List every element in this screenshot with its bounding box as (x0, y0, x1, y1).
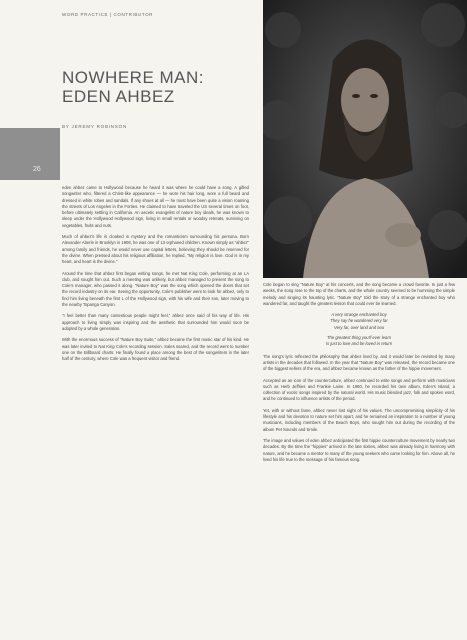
paragraph: Yet, with or without fame, ahbez never lost sight of his values. The uncompromising simplicity of his lifestyle and his devotion to nature set him apart, and he remained an inspiration to a number of young musicians, including members of the Beach Boys, who sought him out during the recording of the album Pet Sounds and Smile. (263, 407, 455, 432)
lyric-line: Is just to love and be loved in return (325, 341, 393, 347)
paragraph: The image and values of eden ahbez anticipated the first hippie counterculture movement by nearly two decades. By the time the "hippies" arrived in the late sixties, ahbez was already living in harmony with nature, and he became a mentor to many of the young seekers who came looking for him. Above all, he lived his life true to the message of his famous song. (263, 437, 455, 462)
paragraph: The song's lyric reflected the philosophy that ahbez lived by, and it would later be revisited by many artists in the decades that followed. In the year that "Nature Boy" was released, the record became one of the biggest sellers of the era, and ahbez became known as the father of the hippie movement. (263, 353, 455, 372)
lyric-line: A very strange enchanted boy (331, 312, 387, 318)
lyric-line: The greatest thing you'll ever learn (326, 335, 392, 341)
lyric-line: They say he wandered very far (330, 318, 388, 324)
left-column (62, 185, 249, 367)
paragraph: Around the time that ahbez first began writing songs, he met Nat King Cole, performing at an LA club, and sought him out. Such a meeting was unlikely, but ahbez managed to present the song to Cole's manager, who passed it along. "Nature Boy" was the song which opened the doors that set the record industry on its ear. Seeing the opportunity, Cole's publisher went to look for ahbez, only to find him living beneath the first L of the Hollywood sign, with his wife and their son, later moving to the nearby Topanga Canyon. (62, 270, 249, 308)
paragraph: Accepted as an icon of the counterculture, ahbez continued to write songs and perform with musicians such as Herb Jeffries and Frankie Laine. In 1960, he recorded his own album, Eden's Island, a collection of exotic songs inspired by the natural world. His music blended jazz, folk and spoken word, and he continued to influence artists of the period. (263, 377, 455, 402)
page-number-box (0, 128, 60, 180)
page-number: 26 (33, 166, 41, 173)
lyric-line: Very far, over land and sea (334, 324, 384, 330)
paragraph: eden ahbez came to Hollywood because he heard it was where he could have a song. A gifted songwriter who, filtered a Christ-like appearance — he wore his hair long, wore a full beard and dressed in white robes and sandals. If any shoes at all — he must have been quite a vision roaming the streets of Los Angeles in the Forties. He claimed to have traveled the US several times on foot, before ultimately settling in California. An ascetic evangelist of nature boy ideals, he was known to sleep under the Hollywood Hollywood sign, living in small rentals or woodsy retreats, surviving on vegetables, fruits and nuts. (62, 185, 249, 228)
title-line-2: EDEN AHBEZ (62, 87, 175, 106)
paragraph: Much of ahbez's life is cloaked in mystery and the romanticism surrounding his persona. Born Alexander Aberle in Brooklyn in 1908, he was one of 13 orphaned children. Known simply as "ahbez" among family and friends, he would never use capital letters, believing they should be reserved for the divine. When pressed about his religious affiliation, he replied, "My religion is love. God is in my heart, and heart is the divine." (62, 234, 249, 265)
paragraph: "I feel better than many contentious people might feel," ahbez once said of his way of life. His approach to living simply was inspiring and the aesthetic that surrounded him would soon be adopted by a whole generation. (62, 313, 249, 331)
photo-icon (263, 0, 467, 278)
running-head: WORD PRACTICE | CONTRIBUTOR (62, 12, 154, 17)
paragraph: Cole began to sing "Nature Boy" at his concerts, and the song became a crowd favorite. In just a few weeks, the song rose to the top of the charts, and the whole country seemed to be humming the simple melody and singing its haunting lyric. "Nature Boy" told the story of a strange enchanted boy who wandered far, and taught the greatest lesson that could ever be learned. (263, 282, 455, 306)
lyric-quote (263, 312, 455, 347)
paragraph: With the enormous success of "Nature Boy Suite," ahbez became the first music star of his kind. He was later invited to Nat King Cole's recording session. Sales soared, and the record went to number one on the Billboard charts. He finally found a place among the best of the songwriters in the later half of the century, where Cole was a frequent visitor and friend. (62, 337, 249, 362)
byline: BY JEREMY ROBINSON (62, 124, 127, 129)
portrait-photo (263, 0, 467, 278)
title-line-1: NOWHERE MAN: (62, 68, 204, 87)
right-column (263, 282, 455, 468)
article-title (62, 68, 252, 106)
